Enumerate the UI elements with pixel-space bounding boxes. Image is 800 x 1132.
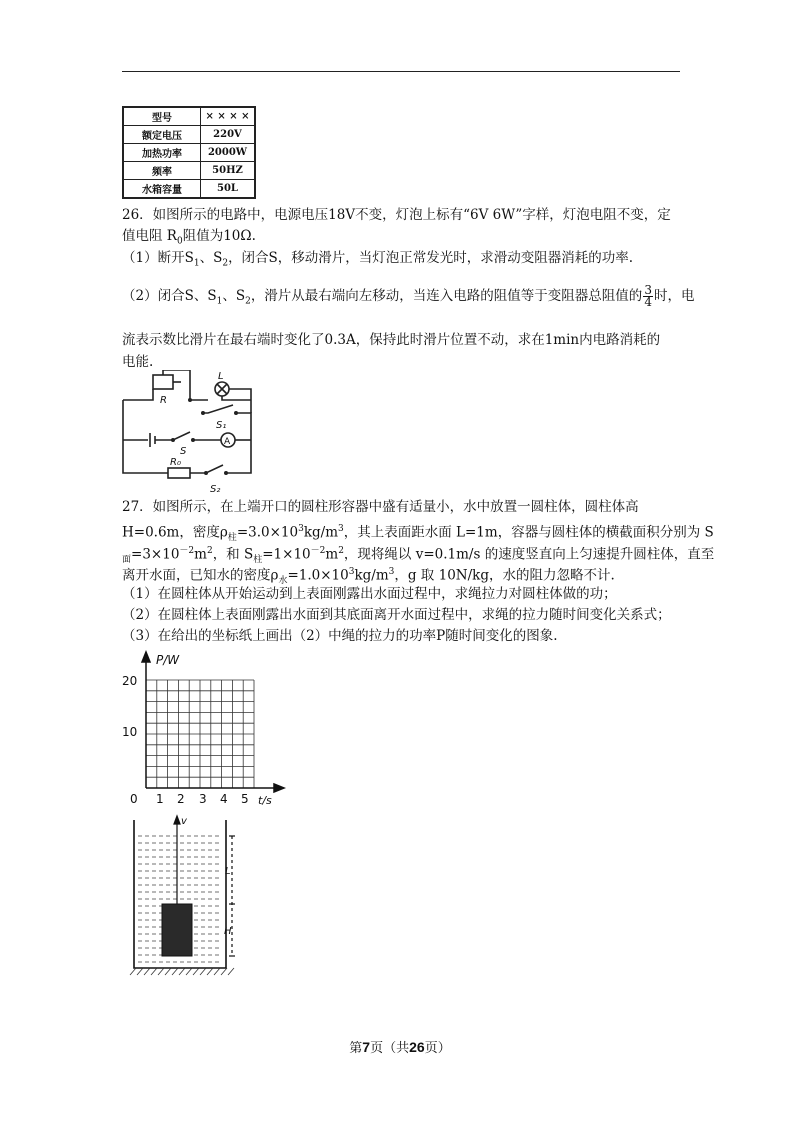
ground-hatch [221,968,227,975]
page-footer: 第7页（共26页） [349,1039,451,1056]
q26-line-2: 值电阻 $R_0$阻值为10Ω. [122,228,256,247]
q27-line-6: （2）在圆柱体上表面刚露出水面到其底面离开水面过程中，求绳的拉力随时间变化关系式； [122,607,671,623]
q27-line-5: （1）在圆柱体从开始运动到上表面刚露出水面过程中，求绳拉力对圆柱体做的功； [122,586,617,602]
ground-hatch [172,968,178,975]
ground-hatch [130,968,136,975]
x-tick-label: 1 [156,792,164,806]
x-tick-label: 2 [177,792,185,806]
table-row: 频率 50HZ [123,162,255,180]
label-R0: R₀ [170,457,181,468]
q27-line-1: 27．如图所示，在上端开口的圆柱形容器中盛有适量小，水中放置一圆柱体，圆柱体高 [122,499,639,515]
y-axis-label: P/W [156,653,180,667]
ground-hatch [165,968,171,975]
ground-hatch [186,968,192,975]
q26-line-3: （1）断开$S_1$、$S_2$，闭合S，移动滑片，当灯泡正常发光时，求滑动变阻器消耗的功率. [122,250,634,269]
q27-line-4: 离开水面，已知水的密度$\rho_水=1.0\times 10^3kg/m^3$，g 取 10N/kg，水的阻力忽略不计. [122,567,615,587]
circuit-diagram [118,370,268,500]
ground-hatch [158,968,164,975]
ground-hatch [228,968,234,975]
label-A: A [224,437,231,447]
label-L: L [218,371,224,382]
q26-line-1: 26．如图所示的电路中，电源电压18V不变，灯泡上标有“6V 6W”字样，灯泡电阻不变，定 [122,207,671,223]
ground-hatch [179,968,185,975]
q27-line-7: （3）在给出的坐标纸上画出（2）中绳的拉力的功率P随时间变化的图象. [122,628,558,644]
ground-hatch [200,968,206,975]
header-rule [122,71,680,72]
table-row: 额定电压 220V [123,126,255,144]
ground-hatch [137,968,143,975]
label-S2: S₂ [210,484,221,495]
q27-line-2: H=0.6m，密度$\rho_柱=3.0\times 10^3kg/m^3$，其上表面距水面 L=1m，容器与圆柱体的横截面积分别为 S [122,524,714,544]
q27-line-3: $_面=3\times 10^{-2}m^2$，和 $S_柱=1\times 10^{-2}m^2$，现将绳以 v=0.1m/s 的速度竖直向上匀速提升圆柱体，直至 [122,546,715,566]
x-tick-label: 5 [241,792,249,806]
label-S1: S₁ [216,420,227,431]
velocity-label: v [181,816,187,827]
label-H: H [224,926,232,937]
y-tick-label: 20 [122,674,138,688]
ground-hatch [144,968,150,975]
x-tick-label: 0 [130,792,138,806]
ground-hatch [207,968,213,975]
ground-hatch [214,968,220,975]
table-row: 型号 × × × × [123,107,255,126]
q26-line-6: 电能. [122,354,154,370]
q26-line-4: （2）闭合S、$S_1$、$S_2$，滑片从最右端向左移动，当连入电路的阻值等于变阻器总阻值的 $\frac{3}{4}$ 时，电 [122,283,695,309]
q26-line-5: 流表示数比滑片在最右端时变化了0.3A，保持此时滑片位置不动，求在1min内电路消耗的 [122,332,661,348]
container-figure [120,812,250,982]
x-axis-label: t/s [258,794,272,807]
label-R: R [160,395,167,406]
x-tick-label: 3 [199,792,207,806]
fraction: $\frac{3}{4}$ [644,283,652,309]
label-S: S [180,446,187,457]
label-L: L [225,866,231,877]
x-tick-label: 4 [220,792,228,806]
graph-paper [110,650,290,810]
ground-hatch [193,968,199,975]
ground-hatch [151,968,157,975]
spec-table [122,106,256,199]
table-row: 加热功率 2000W [123,144,255,162]
y-tick-label: 10 [122,725,138,739]
table-row: 水箱容量 50L [123,180,255,199]
